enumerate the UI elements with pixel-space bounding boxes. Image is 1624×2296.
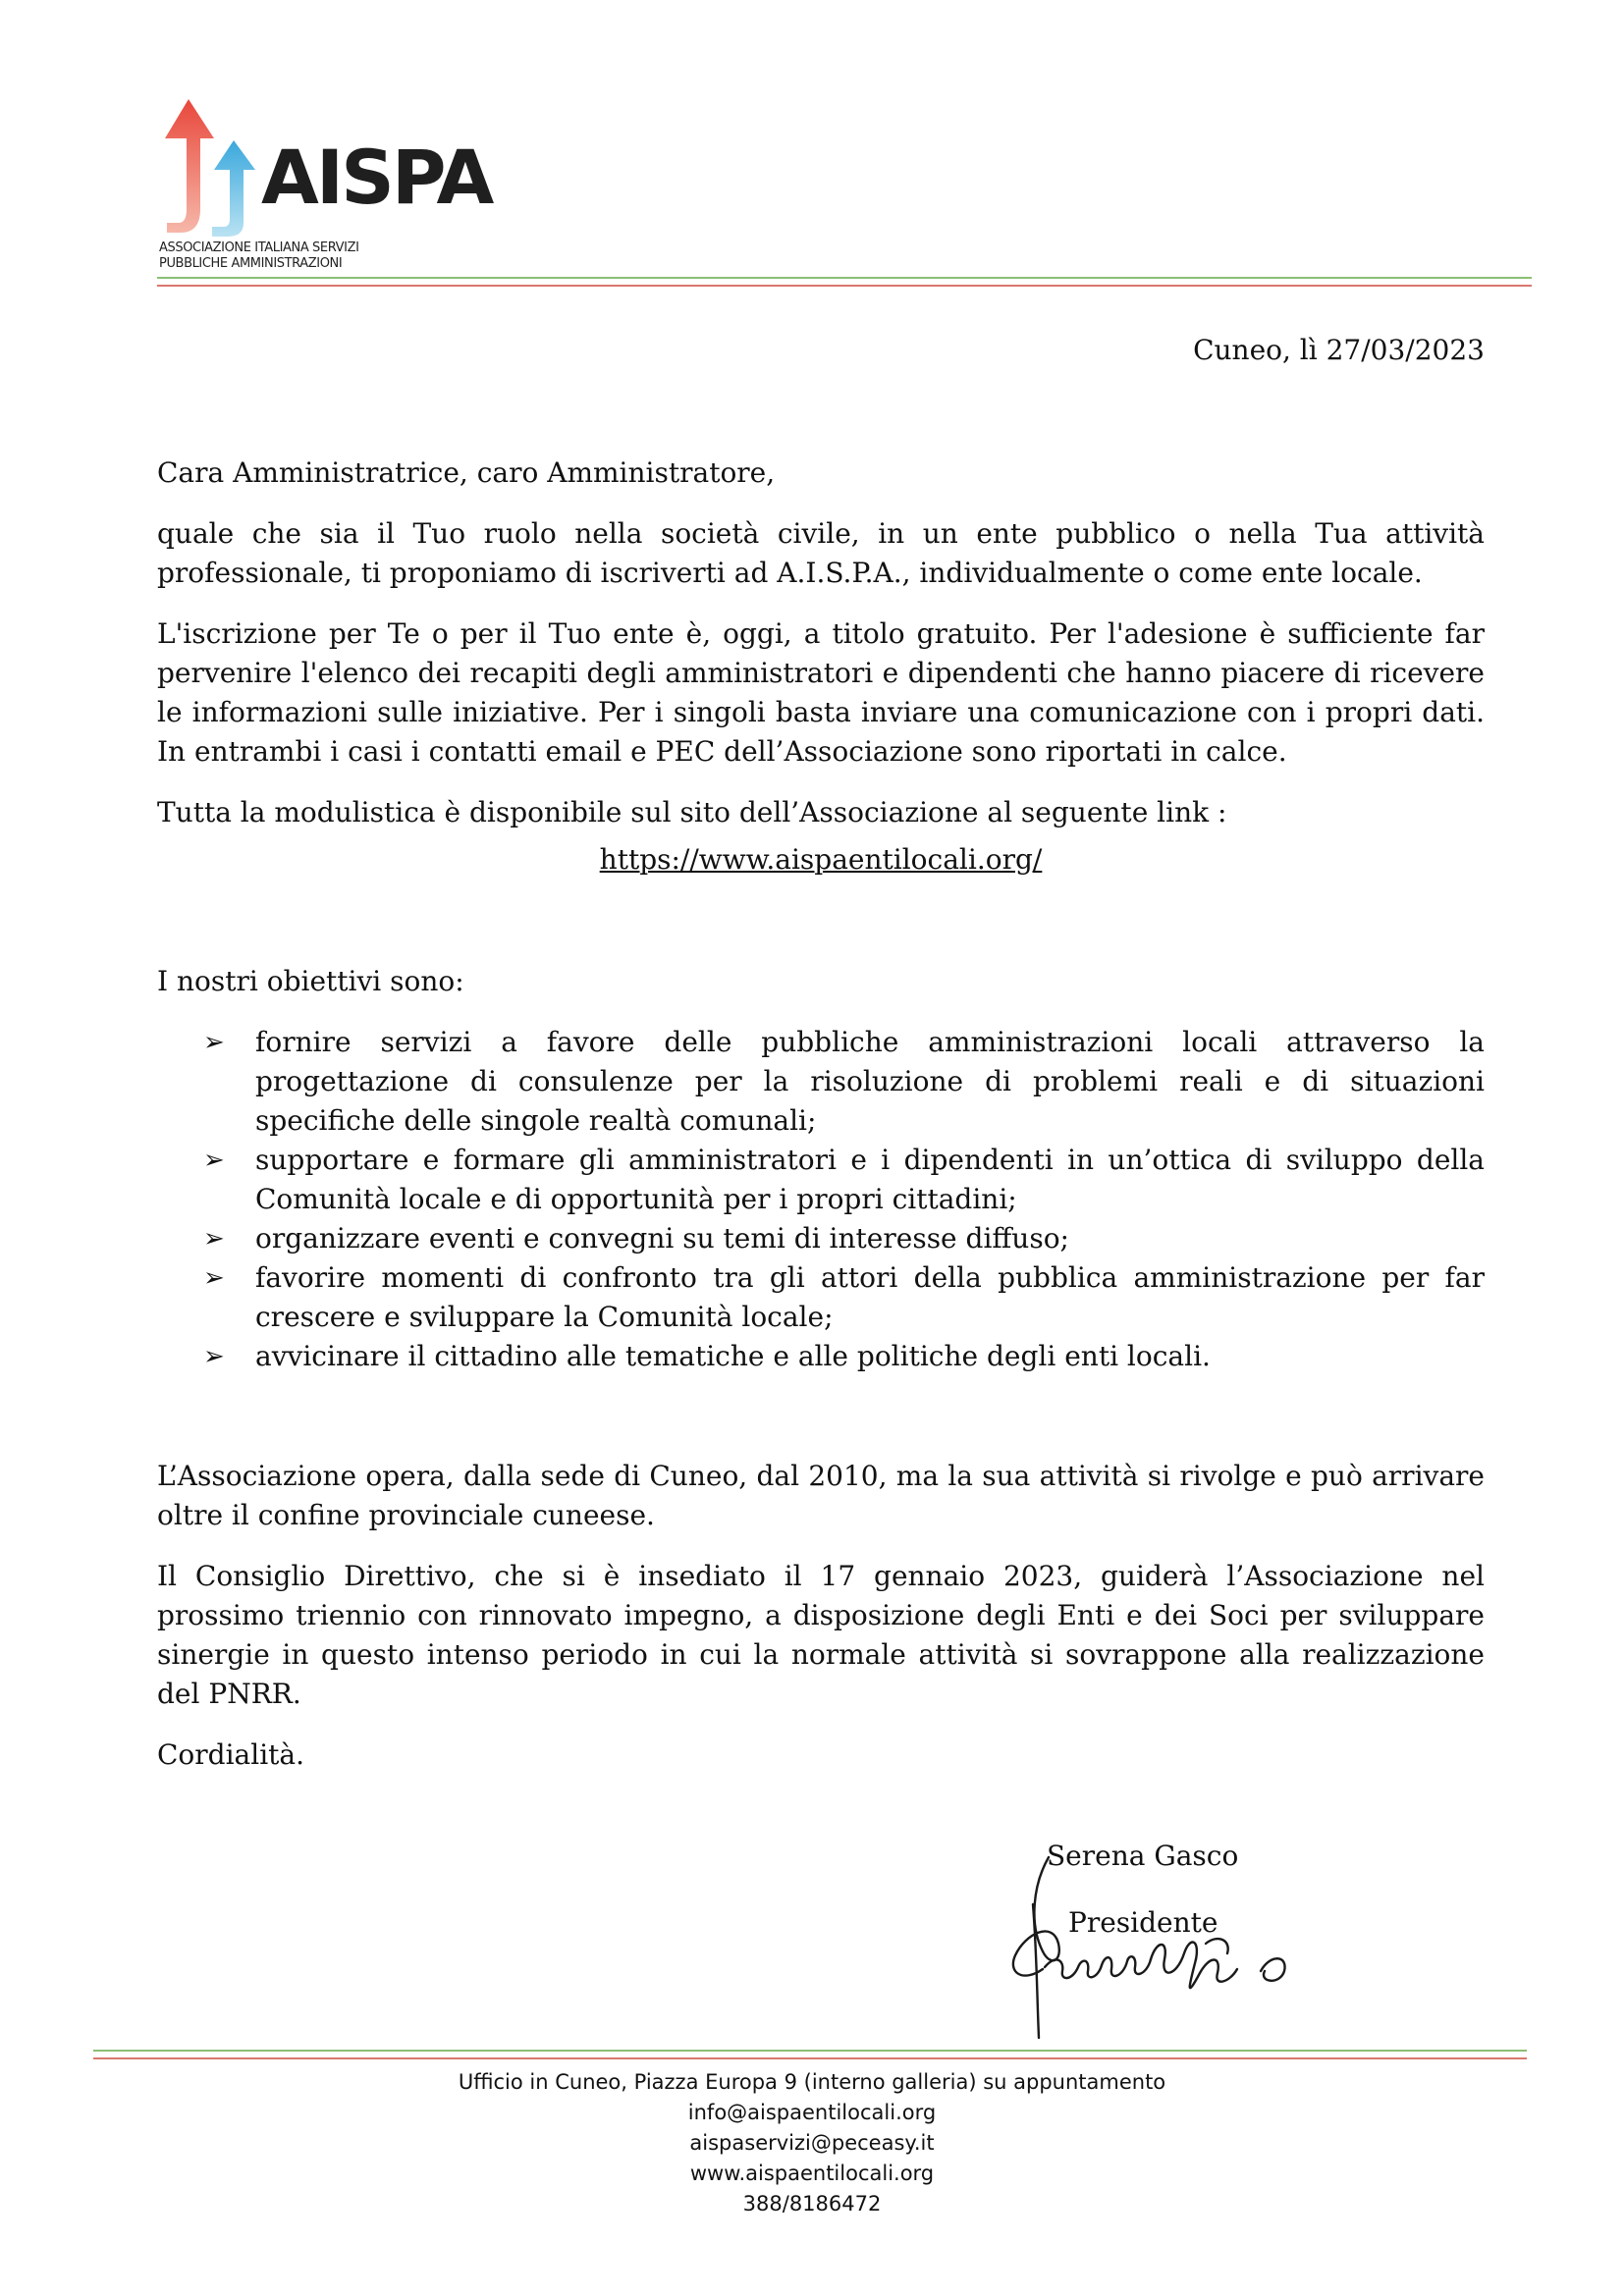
- arrow-bullet-icon: ➢: [203, 1146, 225, 1175]
- closing: Cordialità.: [157, 1738, 304, 1771]
- goals-list: [157, 1023, 1485, 1376]
- footer-pec[interactable]: aispaservizi@peceasy.it: [689, 2131, 935, 2155]
- footer-website[interactable]: www.aispaentilocali.org: [689, 2162, 935, 2185]
- arrow-bullet-icon: ➢: [203, 1342, 225, 1371]
- signer-role: Presidente: [1068, 1906, 1218, 1939]
- goal-text: favorire momenti di confronto tra gli attori della pubblica amministrazione per far crescere e sviluppare la Comunità locale;: [255, 1261, 1485, 1333]
- goal-text: organizzare eventi e convegni su temi di interesse diffuso;: [255, 1222, 1069, 1255]
- logo-subtitle: [159, 240, 414, 272]
- goal-text: fornire servizi a favore delle pubbliche amministrazioni locali attraverso la progettazione di consulenze per la risoluzione di problemi reali e di situazioni specifiche delle singole realtà comunali;: [255, 1026, 1485, 1137]
- signer-name: Serena Gasco: [1047, 1840, 1239, 1872]
- website-link[interactable]: https://www.aispaentilocali.org/: [599, 843, 1043, 876]
- footer-rule-green: [93, 2050, 1527, 2052]
- footer-rule-red: [93, 2057, 1527, 2059]
- goal-text: supportare e formare gli amministratori e i dipendenti in un’ottica di sviluppo della Comunità locale e di opportunità per i propri cittadini;: [255, 1144, 1485, 1215]
- goal-item: [157, 1023, 1485, 1141]
- goal-text: avvicinare il cittadino alle tematiche e alle politiche degli enti locali.: [255, 1340, 1211, 1372]
- logo-wordmark: AISPA: [261, 133, 492, 221]
- arrow-bullet-icon: ➢: [203, 1028, 225, 1057]
- greeting: Cara Amministratrice, caro Amministratore,: [157, 456, 776, 489]
- goal-item: [157, 1141, 1485, 1219]
- goal-item: [157, 1219, 1485, 1258]
- goals-title: I nostri obiettivi sono:: [157, 965, 464, 997]
- letter-date: Cuneo, lì 27/03/2023: [1193, 334, 1485, 366]
- footer-email[interactable]: info@aispaentilocali.org: [687, 2101, 937, 2124]
- footer-phone: 388/8186472: [742, 2192, 882, 2216]
- website-link-line: [157, 840, 1485, 880]
- goal-item: [157, 1258, 1485, 1337]
- header-rule-red: [157, 285, 1532, 287]
- goal-item: [157, 1337, 1485, 1376]
- paragraph-association: L’Associazione opera, dalla sede di Cuneo, dal 2010, ma la sua attività si rivolge e può arrivare oltre il confine provinciale cuneese.: [157, 1460, 1485, 1531]
- arrow-bullet-icon: ➢: [203, 1224, 225, 1254]
- footer-address: Ufficio in Cuneo, Piazza Europa 9 (interno galleria) su appuntamento: [458, 2070, 1166, 2094]
- arrow-bullet-icon: ➢: [203, 1263, 225, 1293]
- aispa-logo: [157, 93, 492, 275]
- handwritten-signature: [1003, 1845, 1318, 2042]
- logo-subtitle-line1: ASSOCIAZIONE ITALIANA SERVIZI: [159, 240, 359, 255]
- footer-contacts: [0, 2067, 1624, 2219]
- header-rule-green: [157, 277, 1532, 279]
- paragraph-registration: L'iscrizione per Te o per il Tuo ente è, oggi, a titolo gratuito. Per l'adesione è sufficiente far pervenire l'elenco dei recapiti degli amministratori e dipendenti che hanno piacere di ricevere le informazioni sulle iniziative. Per i singoli basta inviare una comunicazione con i propri dati. In entrambi i casi i contatti email e PEC dell’Associazione sono riportati in calce.: [157, 617, 1485, 768]
- letter-body: [157, 454, 1485, 1775]
- paragraph-intro: quale che sia il Tuo ruolo nella società civile, in un ente pubblico o nella Tua attività professionale, ti proponiamo di iscriverti ad A.I.S.P.A., individualmente o come ente locale.: [157, 517, 1485, 589]
- arrows-logo-icon: [157, 93, 265, 240]
- paragraph-council: Il Consiglio Direttivo, che si è insediato il 17 gennaio 2023, guiderà l’Associazione nel prossimo triennio con rinnovato impegno, a disposizione degli Enti e dei Soci per sviluppare sinergie in questo intenso periodo in cui la normale attività si sovrappone alla realizzazione del PNRR.: [157, 1560, 1485, 1710]
- paragraph-forms: Tutta la modulistica è disponibile sul sito dell’Associazione al seguente link :: [157, 796, 1227, 828]
- logo-subtitle-line2: PUBBLICHE AMMINISTRAZIONI: [159, 256, 343, 271]
